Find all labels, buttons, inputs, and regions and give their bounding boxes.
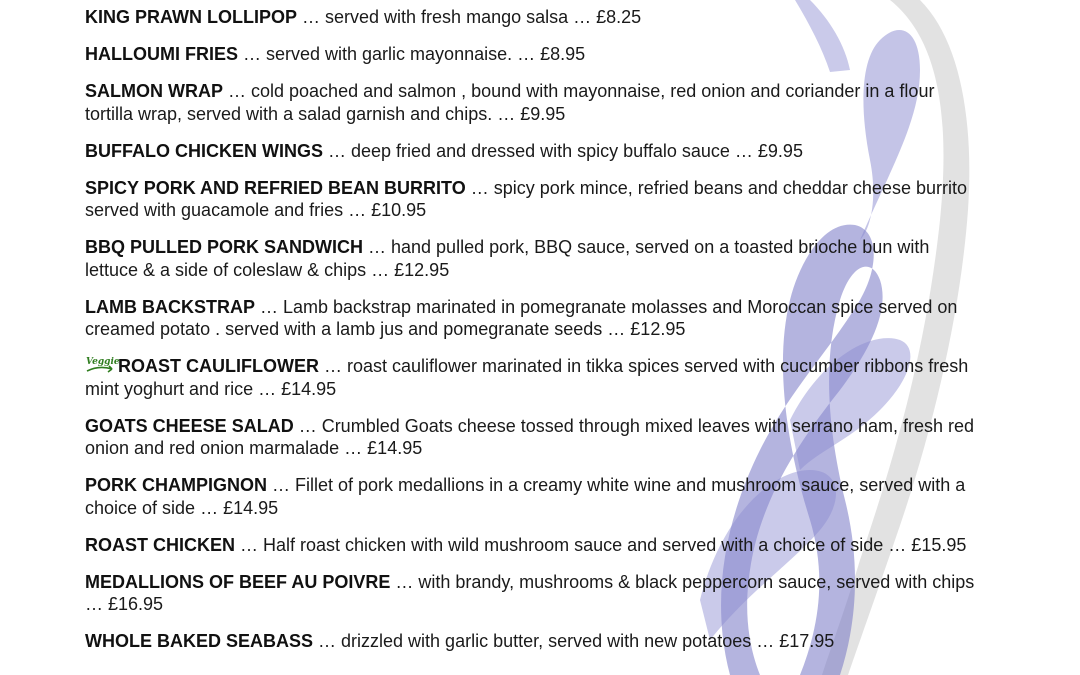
menu-item-name: LAMB BACKSTRAP — [85, 296, 255, 317]
menu-item-description: … deep fried and dressed with spicy buffalo sauce … £9.95 — [323, 140, 803, 161]
menu-item-description: … cold poached and salmon , bound with mayonnaise, red onion and coriander in a flour tortilla wrap, served with a salad garnish and chips. … £9.95 — [85, 81, 935, 124]
menu-item-name: SPICY PORK AND REFRIED BEAN BURRITO — [85, 177, 466, 198]
menu-item-description: … Half roast chicken with wild mushroom sauce and served with a choice of side … £15.95 — [235, 534, 967, 555]
menu-item-name: GOATS CHEESE SALAD — [85, 415, 294, 436]
menu-item — [85, 80, 985, 125]
menu-item — [85, 236, 985, 281]
menu-item — [85, 571, 985, 616]
menu-item — [85, 474, 985, 519]
menu-item-description: … drizzled with garlic butter, served with new potatoes … £17.95 — [313, 631, 835, 651]
menu-item-description: … spicy pork mince, refried beans and cheddar cheese burrito served with guacamole and fries … £10.95 — [85, 177, 967, 220]
menu-item-description: … hand pulled pork, BBQ sauce, served on a toasted brioche bun with lettuce & a side of coleslaw & chips … £12.95 — [85, 237, 930, 280]
menu-item — [85, 140, 985, 163]
menu-item-name: BBQ PULLED PORK SANDWICH — [85, 237, 363, 257]
menu-item-name: HALLOUMI FRIES — [85, 44, 238, 64]
menu-item-description: … served with fresh mango salsa … £8.25 — [297, 7, 642, 27]
menu-item-description: … Crumbled Goats cheese tossed through mixed leaves with serrano ham, fresh red onion and red onion marmalade … £14.95 — [85, 415, 975, 458]
menu-item-name: PORK CHAMPIGNON — [85, 475, 268, 495]
menu-item-name: ROAST CAULIFLOWER — [118, 356, 319, 376]
menu-item-description: … Fillet of pork medallions in a creamy white wine and mushroom sauce, served with a choice of side … £14.95 — [85, 475, 966, 518]
menu-item-description: … roast cauliflower marinated in tikka spices served with cucumber ribbons fresh mint yoghurt and rice … £14.95 — [85, 356, 969, 399]
menu-item-description: … served with garlic mayonnaise. … £8.95 — [238, 44, 586, 64]
menu-list — [85, 6, 985, 667]
menu-item-name: MEDALLIONS OF BEEF AU POIVRE — [85, 571, 391, 592]
menu-item — [85, 415, 985, 460]
menu-item-name: ROAST CHICKEN — [85, 534, 236, 555]
menu-item — [85, 630, 985, 653]
svg-text:Veggie: Veggie — [86, 357, 120, 367]
menu-item — [85, 534, 985, 557]
menu-item-name: KING PRAWN LOLLIPOP — [85, 7, 298, 27]
menu-item-name: BUFFALO CHICKEN WINGS — [85, 140, 323, 161]
menu-item-description: … with brandy, mushrooms & black peppercorn sauce, served with chips … £16.95 — [85, 571, 975, 614]
menu-item — [85, 177, 985, 222]
menu-item-description: … Lamb backstrap marinated in pomegranate molasses and Moroccan spice served on creamed potato . served with a lamb jus and pomegranate seeds … £12.95 — [85, 296, 958, 339]
menu-item — [85, 355, 985, 400]
menu-item — [85, 6, 985, 29]
menu-item-name: SALMON WRAP — [85, 81, 223, 101]
menu-item — [85, 43, 985, 66]
menu-item — [85, 296, 985, 341]
veggie-icon — [85, 355, 120, 375]
menu-item-name: WHOLE BAKED SEABASS — [85, 631, 314, 651]
